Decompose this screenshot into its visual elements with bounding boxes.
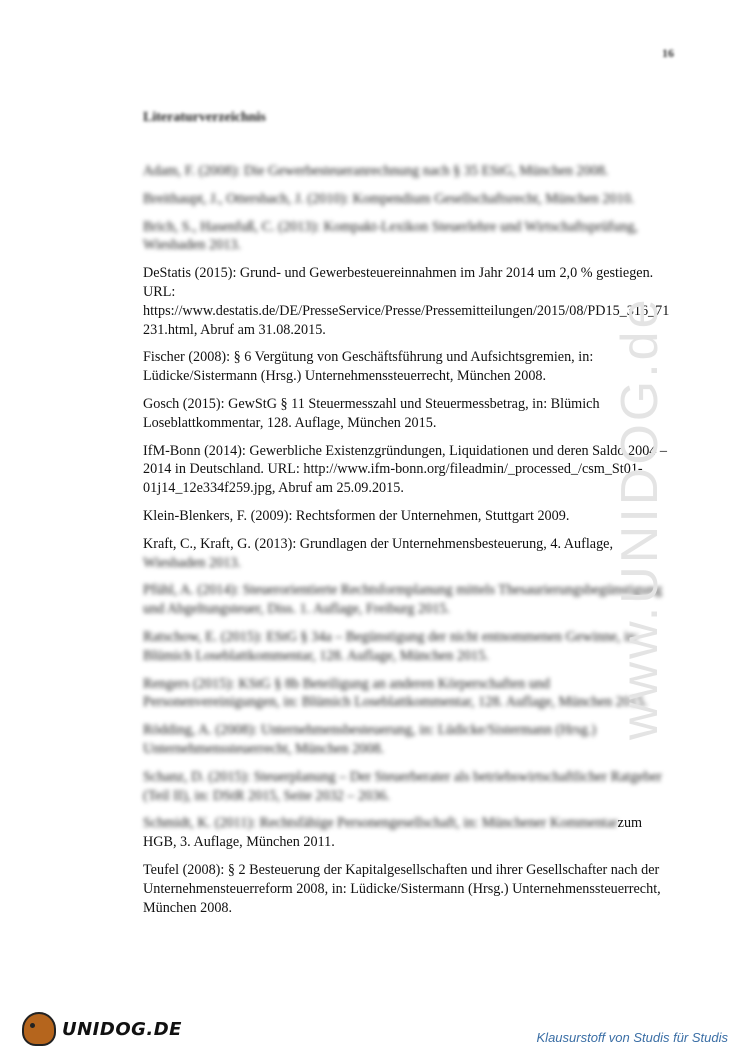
page-number: 16	[662, 46, 674, 60]
reference-text: Gosch (2015): GewStG § 11 Steuermesszahl und Steuermessbetrag, in: Blümich Loseblattkommentar, 128. Auflage, München 2015.	[143, 395, 600, 431]
reference-entry	[143, 264, 671, 339]
reference-text: Breithaupt, J., Ottersbach, J. (2010): Kompendium Gesellschaftsrecht, München 2010.	[143, 190, 635, 207]
reference-entry	[143, 675, 671, 713]
unidog-logo[interactable]	[22, 1012, 182, 1046]
reference-text: Brich, S., Hasenfuß, C. (2013): Kompakt-Lexikon Steuerlehre und Wirtschaftsprüfung, Wiesbaden 2013.	[143, 218, 638, 254]
dog-icon	[22, 1012, 56, 1046]
reference-text: Teufel (2008): § 2 Besteuerung der Kapitalgesellschaften und ihrer Gesellschafter nach der Unternehmensteuerreform 2008, in: Lüdicke/Sistermann (Hrsg.) Unternehmenssteuerrecht, München 2008.	[143, 861, 661, 916]
reference-text: Kraft, C., Kraft, G. (2013): Grundlagen der Unternehmensbesteuerung, 4. Auflage,	[143, 535, 614, 552]
reference-entry	[143, 721, 671, 759]
reference-text: Ratschow, E. (2015): EStG § 34a – Begünstigung der nicht entnommenen Gewinne, in: Blümich Loseblattkommentar, 128. Auflage, München 2015.	[143, 628, 639, 664]
reference-entry	[143, 190, 671, 209]
watermark: www.UNIDOG.de	[611, 296, 669, 740]
reference-entry	[143, 395, 671, 433]
reference-text: zum HGB, 3. Auflage, München 2011.	[143, 815, 643, 851]
reference-entry	[143, 348, 671, 386]
reference-entry	[143, 861, 671, 917]
reference-list	[143, 162, 671, 926]
reference-entry	[143, 628, 671, 666]
reference-entry	[143, 162, 671, 181]
reference-text: Pfühl, A. (2014): Steuerorientierte Rechtsformplanung mittels Thesaurierungsbegünstigung und Abgeltungsteuer, Diss. 1. Auflage, Freiburg 2015.	[143, 582, 663, 618]
reference-text: Fischer (2008): § 6 Vergütung von Geschäftsführung und Aufsichtsgremien, in: Lüdicke/Sistermann (Hrsg.) Unternehmenssteuerrecht, München 2008.	[143, 349, 594, 385]
footer-tagline: Klausurstoff von Studis für Studis	[536, 1030, 728, 1045]
reference-text: Schanz, D. (2015): Steuerplanung – Der Steuerberater als betriebswirtschaftlicher Ratgeber (Teil II), in: DStR 2015, Seite 2032 – 2036.	[143, 768, 662, 804]
section-heading: Literaturverzeichnis	[143, 110, 266, 125]
reference-entry	[143, 581, 671, 619]
reference-text: Adam, F. (2008): Die Gewerbesteueranrechnung nach § 35 EStG, München 2008.	[143, 163, 609, 179]
reference-text: IfM-Bonn (2014): Gewerbliche Existenzgründungen, Liquidationen und deren Saldo 2004 – 2014 in Deutschland. URL: http://www.ifm-bonn.org/fileadmin/_processed_/csm_St01-01j14_12e334f259.jpg, Abruf am 25.09.2015.	[143, 442, 668, 497]
reference-entry	[143, 768, 671, 806]
reference-text: Klein-Blenkers, F. (2009): Rechtsformen der Unternehmen, Stuttgart 2009.	[143, 507, 570, 524]
reference-entry	[143, 507, 671, 526]
reference-blurred-part: Schmidt, K. (2011): Rechtsfähige Personengesellschaft, in: Münchener Kommentar	[143, 815, 618, 832]
logo-text: UNIDOG.DE	[62, 1018, 182, 1040]
reference-entry	[143, 442, 671, 498]
reference-text: Rengers (2015): KStG § 8b Beteiligung an anderen Körperschaften und Personenvereinigungen, in: Blümich Loseblattkommentar, 128. Auflage, München 2015.	[143, 675, 648, 711]
reference-text: DeStatis (2015): Grund- und Gewerbesteuereinnahmen im Jahr 2014 um 2,0 % gestiegen. URL: https://www.destatis.de/DE/PresseService/Presse/Pressemitteilungen/2015/08/PD15_316_71231.html, Abruf am 31.08.2015.	[143, 265, 670, 338]
reference-text: Rödding, A. (2008): Unternehmensbesteuerung, in: Lüdicke/Sistermann (Hrsg.) Unternehmenssteuerrecht, München 2008.	[143, 722, 597, 757]
reference-entry	[143, 814, 671, 852]
reference-entry	[143, 218, 671, 256]
reference-entry	[143, 535, 671, 573]
reference-blurred-part: Wiesbaden 2013.	[143, 554, 241, 571]
